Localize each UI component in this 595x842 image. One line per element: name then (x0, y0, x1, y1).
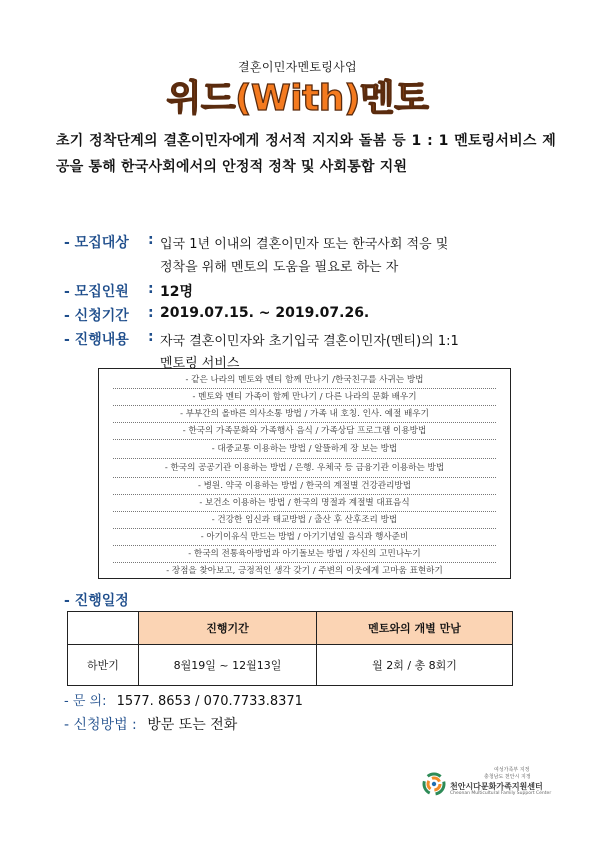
schedule-cell-meeting: 월 2회 / 총 8회기 (317, 645, 513, 686)
activity-list-box (98, 368, 511, 579)
value-recruit-target-line2: 정착을 위해 멘토의 도움을 필요로 하는 자 (160, 260, 399, 275)
activity-divider (113, 545, 496, 546)
value-program-content-line1: 자국 결혼이민자와 초기입국 결혼이민자(멘티)의 1:1 (160, 334, 459, 349)
center-logo (422, 766, 562, 800)
activity-item: - 장점을 찾아보고, 긍정적인 생각 갖기 / 주변의 이웃에게 고마움 표현하기 (166, 566, 443, 576)
schedule-header-row (68, 612, 513, 645)
activity-divider (113, 388, 496, 389)
activity-item: - 보건소 이용하는 방법 / 한국의 명절과 계절별 대표음식 (199, 498, 410, 508)
schedule-table (67, 611, 513, 686)
activity-item: - 건강한 임신과 태교방법 / 출산 후 산후조리 방법 (211, 515, 398, 525)
schedule-cell-term: 하반기 (68, 645, 139, 686)
colon: : (148, 232, 154, 248)
value-recruit-count: 12명 (160, 284, 194, 300)
contact-method-value: 방문 또는 전화 (147, 717, 238, 733)
intro-paragraph: 초기 정착단계의 결혼이민자에게 정서적 지지와 돌봄 등 1 : 1 멘토링서비스 제공을 통해 한국사회에서의 안정적 정착 및 사회통합 지원 (56, 133, 556, 175)
program-title: 위드(With)멘토 (166, 78, 429, 119)
label-application-period: - 신청기간 (64, 308, 129, 324)
colon: : (148, 329, 154, 345)
value-recruit-target-line1: 입국 1년 이내의 결혼이민자 또는 한국사회 적응 및 (160, 237, 449, 252)
label-recruit-target: - 모집대상 (64, 235, 129, 251)
logo-english-name: Cheonan Multicultural Family Support Center (450, 791, 552, 796)
schedule-header-meeting: 멘토와의 개별 만남 (317, 612, 513, 645)
activity-item: - 아기이유식 만드는 방법 / 아기기념일 음식과 행사준비 (200, 532, 409, 542)
activity-item: - 한국의 공공기관 이용하는 방법 / 은행. 우체국 등 금융기관 이용하는 방법 (164, 463, 445, 473)
contact-phone-label: - 문 의: (64, 694, 107, 709)
schedule-cell-period: 8월19일 ~ 12월13일 (139, 645, 317, 686)
colon: : (148, 305, 154, 321)
activity-divider (113, 494, 496, 495)
activity-divider (113, 405, 496, 406)
activity-divider (113, 562, 496, 563)
logo-center-name: 천안시다문화가족지원센터 (450, 782, 543, 791)
activity-item: - 한국의 가족문화와 가족행사 음식 / 가족상담 프로그램 이용방법 (182, 426, 427, 436)
program-subtitle: 결혼이민자멘토링사업 (238, 60, 357, 74)
activity-divider (113, 528, 496, 529)
contact-method-label: - 신청방법 : (64, 717, 137, 733)
logo-line2: 충청남도 천안시 지정 (484, 774, 531, 780)
contact-method-line (64, 714, 237, 734)
activity-divider (113, 477, 496, 478)
contact-phone-value: 1577. 8653 / 070.7733.8371 (116, 694, 303, 709)
schedule-heading: - 진행일정 (64, 593, 129, 609)
table-row (68, 645, 513, 686)
activity-item: - 같은 나라의 멘토와 멘티 함께 만나기 /한국친구를 사귀는 방법 (185, 375, 424, 385)
label-recruit-count: - 모집인원 (64, 284, 129, 300)
value-application-period: 2019.07.15. ~ 2019.07.26. (160, 305, 370, 321)
schedule-header-period: 진행기간 (139, 612, 317, 645)
contact-phone-line (64, 690, 303, 709)
label-program-content: - 진행내용 (64, 332, 129, 348)
activity-divider (113, 511, 496, 512)
activity-item: - 대중교통 이용하는 방법 / 알뜰하게 장 보는 방법 (211, 444, 398, 454)
activity-item: - 한국의 전통육아방법과 아기돌보는 방법 / 자신의 고민나누기 (188, 549, 421, 559)
activity-divider (113, 458, 496, 459)
logo-line1: 여성가족부 지정 (494, 767, 530, 773)
activity-divider (113, 439, 496, 440)
colon: : (148, 281, 154, 297)
activity-item: - 부부간의 올바른 의사소통 방법 / 가족 내 호칭. 인사. 예절 배우기 (180, 409, 429, 419)
activity-item: - 멘토와 멘티 가족이 함께 만나기 / 다른 나라의 문화 배우기 (192, 392, 417, 402)
activity-item: - 병원. 약국 이용하는 방법 / 한국의 계절별 건강관리방법 (197, 481, 412, 491)
activity-divider (113, 422, 496, 423)
value-program-content-line2: 멘토링 서비스 (160, 356, 240, 371)
schedule-header-empty (68, 612, 139, 645)
center-logo-icon (422, 772, 446, 796)
